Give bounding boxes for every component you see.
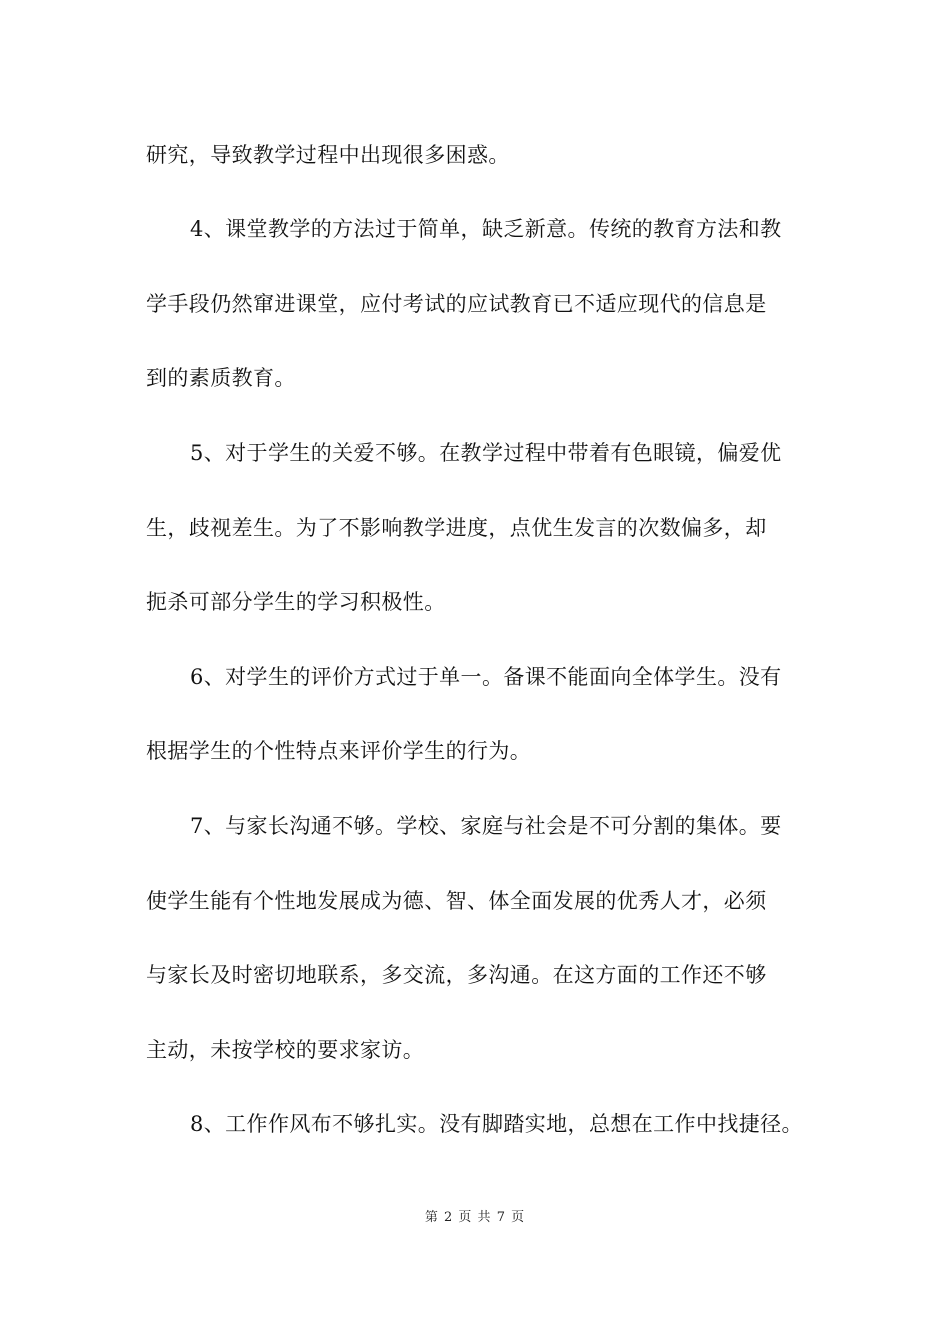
text-line: 扼杀可部分学生的学习积极性。	[146, 590, 446, 614]
text-line: 使学生能有个性地发展成为德、智、体全面发展的优秀人才，必须	[146, 889, 767, 913]
paragraph-4-start: 4、课堂教学的方法过于简单，缺乏新意。传统的教育方法和教	[190, 217, 782, 241]
paragraph-8-start: 8、工作作风布不够扎实。没有脚踏实地，总想在工作中找捷径。	[190, 1112, 803, 1136]
paragraph-5-start: 5、对于学生的关爱不够。在教学过程中带着有色眼镜，偏爱优	[190, 441, 782, 465]
text-line: 生，歧视差生。为了不影响教学进度，点优生发言的次数偏多，却	[146, 516, 767, 540]
text-line: 到的素质教育。	[146, 366, 296, 390]
paragraph-6-start: 6、对学生的评价方式过于单一。备课不能面向全体学生。没有	[190, 665, 782, 689]
text-line: 根据学生的个性特点来评价学生的行为。	[146, 739, 532, 763]
text-line: 研究，导致教学过程中出现很多困惑。	[146, 143, 510, 167]
paragraph-7-start: 7、与家长沟通不够。学校、家庭与社会是不可分割的集体。要	[190, 814, 782, 838]
page-number-footer: 第 2 页 共 7 页	[424, 1210, 526, 1225]
text-line: 与家长及时密切地联系，多交流，多沟通。在这方面的工作还不够	[146, 963, 767, 987]
text-line: 主动，未按学校的要求家访。	[146, 1038, 425, 1062]
text-line: 学手段仍然窜进课堂，应付考试的应试教育已不适应现代的信息是	[146, 292, 767, 316]
